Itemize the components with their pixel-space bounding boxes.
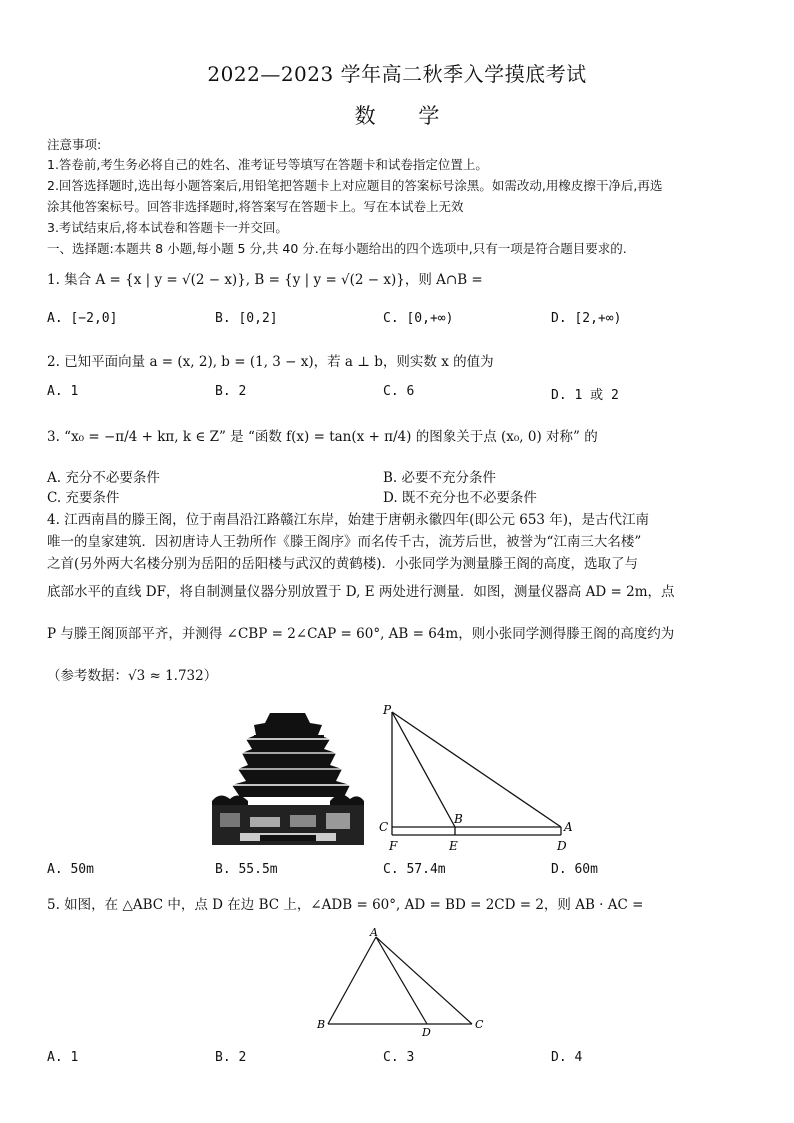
q3-option-b: B. 必要不充分条件 (383, 470, 497, 486)
q4-line-1: 4. 江西南昌的滕王阁，位于南昌沿江路赣江东岸，始建于唐朝永徽四年(即公元 653 年)，是古代江南 (47, 512, 650, 528)
label-d: D (422, 1026, 431, 1039)
notes-heading: 注意事项: (47, 137, 102, 152)
line-ab (328, 937, 376, 1024)
q3-option-a: A. 充分不必要条件 (47, 470, 160, 486)
q5-option-a: A. 1 (47, 1050, 79, 1065)
q4-measurement-diagram (375, 700, 580, 855)
q5-option-d: D. 4 (551, 1050, 583, 1065)
exam-title: 2022—2023 学年高二秋季入学摸底考试 (207, 62, 587, 86)
q5-stem: 5. 如图，在 △ABC 中，点 D 在边 BC 上，∠ADB = 60°, AD = BD = 2CD = 2，则 AB · AC = (47, 897, 644, 913)
q2-option-b: B. 2 (215, 384, 247, 399)
label-a: A (370, 926, 378, 939)
q1-option-b: B. [0,2] (215, 311, 278, 326)
section-heading: 一、选择题:本题共 8 小题,每小题 5 分,共 40 分.在每小题给出的四个选项中,只有一项是符合题目要求的. (47, 241, 627, 256)
q4-option-a: A. 50m (47, 862, 94, 877)
q4-option-d: D. 60m (551, 862, 598, 877)
q5-triangle-diagram (310, 925, 495, 1040)
label-b: B (454, 812, 463, 826)
q4-line-4: 底部水平的直线 DF，将自制测量仪器分别放置于 D, E 两处进行测量．如图，测量仪器高 AD = 2m，点 (47, 584, 675, 600)
q1-option-a: A. [−2,0] (47, 311, 118, 326)
q2-option-c: C. 6 (383, 384, 415, 399)
line-pa (392, 712, 561, 827)
label-f: F (389, 839, 398, 853)
q2-stem: 2. 已知平面向量 a = (x, 2), b = (1, 3 − x)，若 a ⊥ b，则实数 x 的值为 (47, 354, 494, 370)
notes-line-2a: 2.回答选择题时,选出每小题答案后,用铅笔把答题卡上对应题目的答案标号涂黑。如需改动,用橡皮擦干净后,再选 (47, 178, 663, 193)
q1-option-d: D. [2,+∞) (551, 311, 622, 326)
notes-line-3: 3.考试结束后,将本试卷和答题卡一并交回。 (47, 220, 288, 235)
label-d: D (557, 839, 567, 853)
label-a: A (564, 820, 573, 834)
q3-stem: 3. “x₀ = −π/4 + kπ, k ∈ Z” 是 “函数 f(x) = tan(x + π/4) 的图象关于点 (x₀, 0) 对称” 的 (47, 429, 598, 445)
q4-reference: （参考数据：√3 ≈ 1.732） (47, 668, 218, 684)
q4-line-3: 之首(另外两大名楼分别为岳阳的岳阳楼与武汉的黄鹤楼)．小张同学为测量滕王阁的高度，选取了与 (47, 556, 639, 572)
label-p: P (383, 703, 392, 717)
label-c: C (475, 1018, 484, 1031)
q4-line-2: 唯一的皇家建筑．因初唐诗人王勃所作《滕王阁序》而名传千古，流芳后世，被誉为“江南三大名楼” (47, 534, 642, 550)
line-pb (392, 712, 455, 827)
q1-stem: 1. 集合 A = {x | y = √(2 − x)}, B = {y | y = √(2 − x)}，则 A∩B = (47, 272, 483, 288)
q3-option-c: C. 充要条件 (47, 490, 120, 506)
subject-title: 数 学 (354, 104, 458, 128)
q5-option-b: B. 2 (215, 1050, 247, 1065)
line-ad (376, 937, 427, 1024)
q1-option-c: C. [0,+∞) (383, 311, 454, 326)
q4-option-c: C. 57.4m (383, 862, 446, 877)
q2-option-d: D. 1 或 2 (551, 388, 619, 403)
label-c: C (379, 820, 389, 834)
q4-option-b: B. 55.5m (215, 862, 278, 877)
q3-option-d: D. 既不充分也不必要条件 (383, 490, 537, 506)
notes-line-1: 1.答卷前,考生务必将自己的姓名、准考证号等填写在答题卡和试卷指定位置上。 (47, 157, 488, 172)
q2-option-a: A. 1 (47, 384, 79, 399)
q5-option-c: C. 3 (383, 1050, 415, 1065)
notes-line-2b: 涂其他答案标号。回答非选择题时,将答案写在答题卡上。写在本试卷上无效 (47, 199, 464, 214)
line-ac (376, 937, 472, 1024)
q4-line-5: P 与滕王阁顶部平齐，并测得 ∠CBP = 2∠CAP = 60°, AB = 64m，则小张同学测得滕王阁的高度约为 (47, 626, 675, 642)
tengwang-pavilion-image (210, 705, 365, 853)
label-e: E (449, 839, 458, 853)
label-b: B (317, 1018, 326, 1031)
